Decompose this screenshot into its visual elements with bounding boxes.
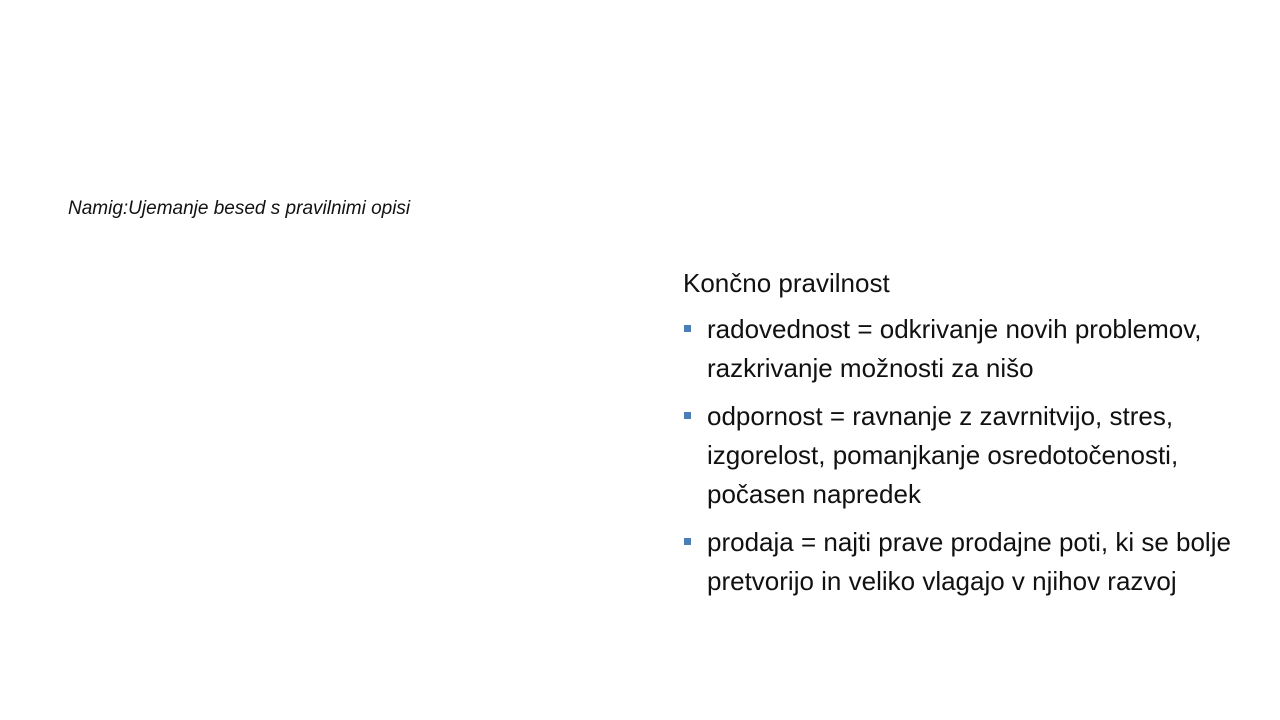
list-item-text: prodaja = najti prave prodajne poti, ki se bolje pretvorijo in veliko vlagajo v njihov razvoj <box>707 527 1231 596</box>
list-item <box>683 310 1263 388</box>
square-bullet-icon <box>684 538 691 545</box>
list-item <box>683 523 1263 601</box>
list-item <box>683 397 1263 514</box>
hint-text: Namig:Ujemanje besed s pravilnimi opisi <box>68 198 411 219</box>
square-bullet-icon <box>684 325 691 332</box>
square-bullet-icon <box>684 412 691 419</box>
list-item-text: radovednost = odkrivanje novih problemov, razkrivanje možnosti za nišo <box>707 314 1202 383</box>
list-item-text: odpornost = ravnanje z zavrnitvijo, stres, izgorelost, pomanjkanje osredotočenosti, počasen napredek <box>707 401 1179 509</box>
content-heading: Končno pravilnost <box>683 268 890 298</box>
bullet-list <box>683 310 1263 601</box>
content-panel <box>683 264 1263 610</box>
